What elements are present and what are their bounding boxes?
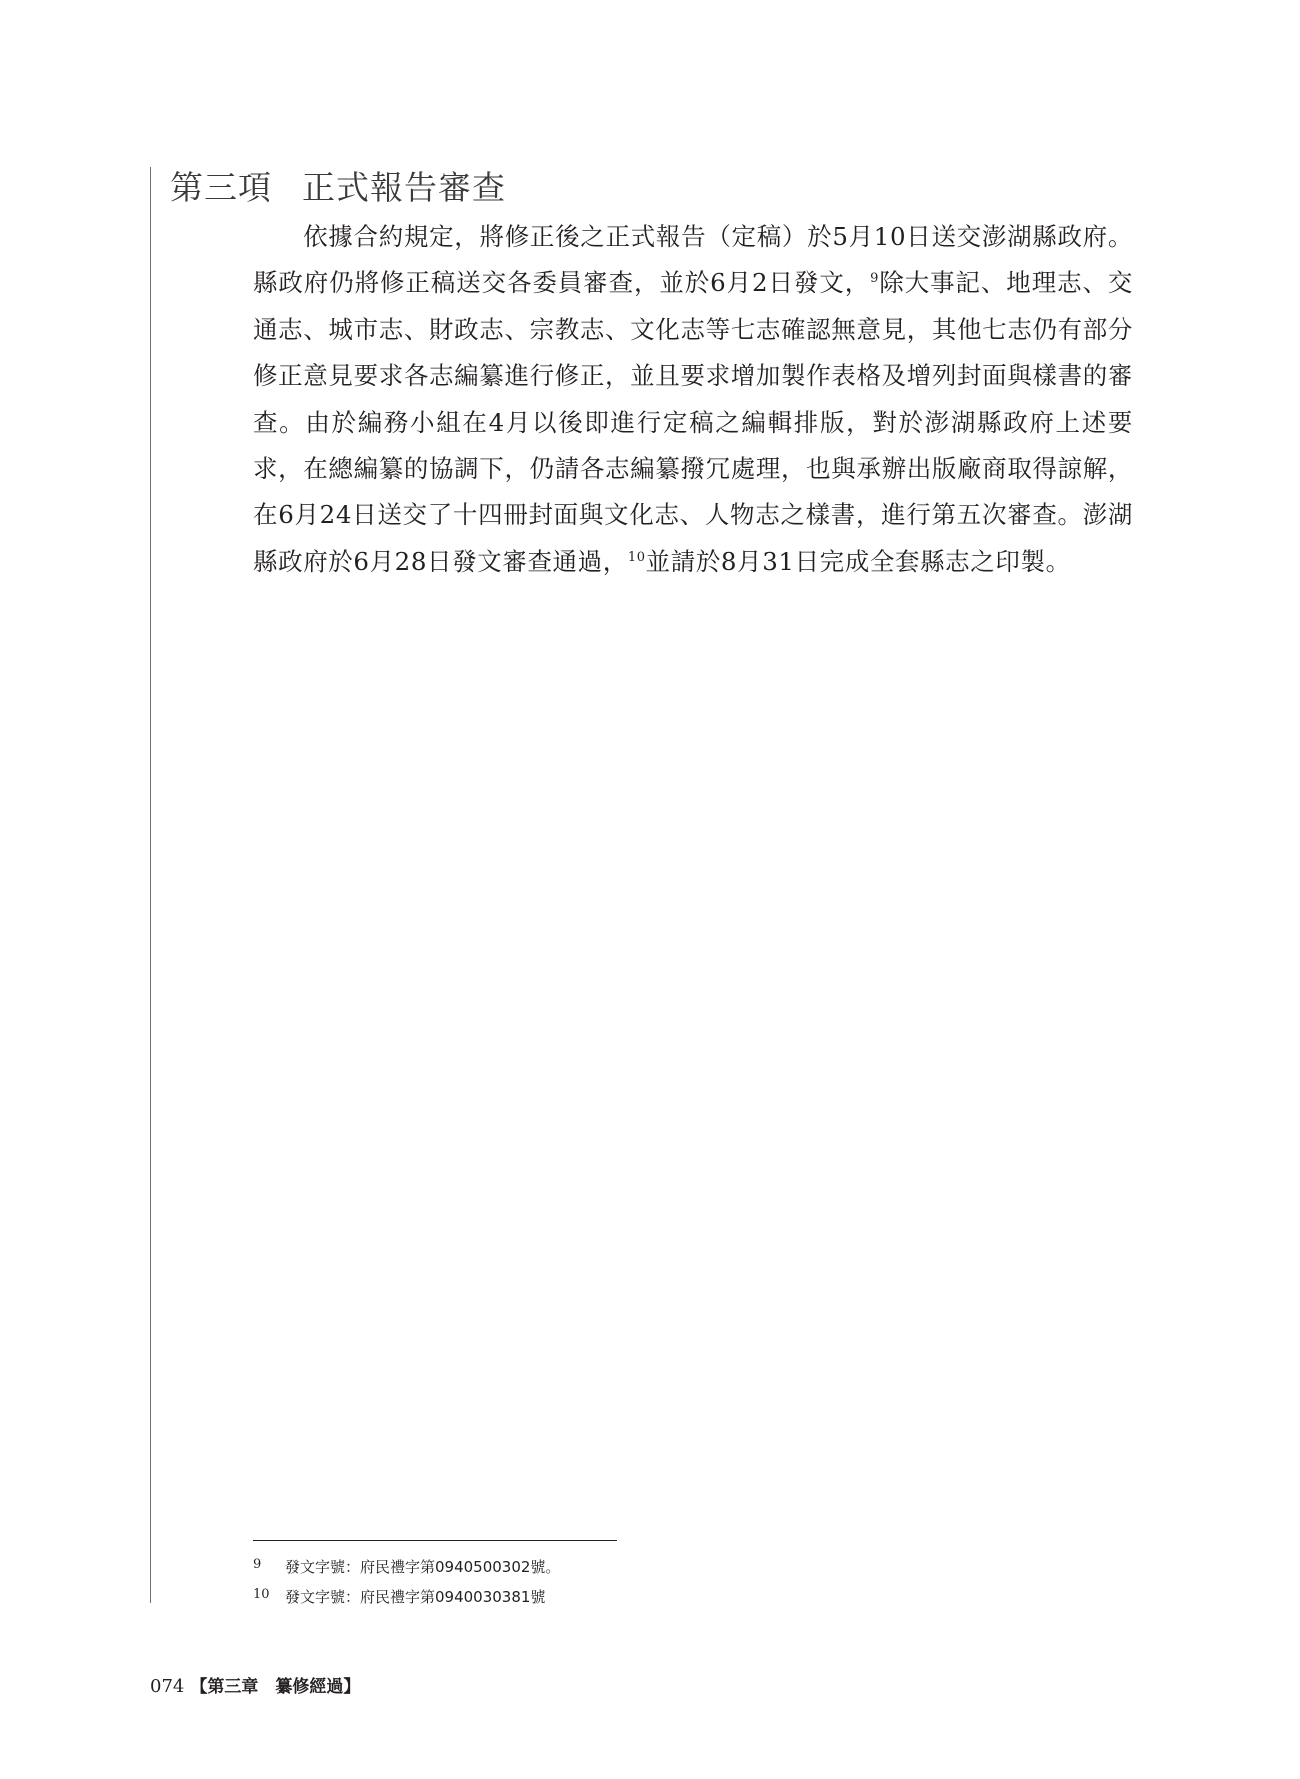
body-paragraph: [253, 214, 1133, 585]
footnote-text: 發文字號：府民禮字第0940500302號。: [285, 1558, 561, 1576]
footnote-ref-9: 9: [870, 271, 880, 287]
body-text-part-1: 依據合約規定，將修正後之正式報告（定稿）於5月10日送交澎湖縣政府。縣政府仍將修正稿送交各委員審查，並於6月2日發文，: [253, 222, 1133, 298]
footnote-text: 發文字號：府民禮字第0940030381號: [285, 1588, 546, 1606]
margin-rule: [150, 167, 151, 1603]
section-title: 正式報告審查: [302, 168, 506, 207]
running-footer: [150, 1675, 360, 1699]
footnote-10: [253, 1581, 560, 1611]
section-heading: [170, 168, 506, 208]
section-number: 第三項: [170, 168, 272, 207]
footnote-number: 9: [253, 1557, 262, 1572]
chapter-label: 【第三章 纂修經過】: [190, 1677, 361, 1697]
body-text-part-2: 除大事記、地理志、交通志、城市志、財政志、宗教志、文化志等七志確認無意見，其他七志仍有部分修正意見要求各志編纂進行修正，並且要求增加製作表格及增列封面與樣書的審查。由於編務小組在4月以後即進行定稿之編輯排版，對於澎湖縣政府上述要求，在總編纂的協調下，仍請各志編纂撥冗處理，也與承辦出版廠商取得諒解，在6月24日送交了十四冊封面與文化志、人物志之樣書，進行第五次審查。澎湖縣政府於6月28日發文審查通過，: [253, 268, 1133, 576]
page-number: 074: [150, 1676, 185, 1697]
footnote-ref-10: 10: [627, 549, 646, 565]
footnote-number: 10: [253, 1587, 270, 1602]
footnote-rule: [253, 1540, 617, 1541]
footnote-9: [253, 1551, 560, 1581]
footnotes: [253, 1551, 560, 1611]
body-text-part-3: 並請於8月31日完成全套縣志之印製。: [645, 546, 1071, 576]
